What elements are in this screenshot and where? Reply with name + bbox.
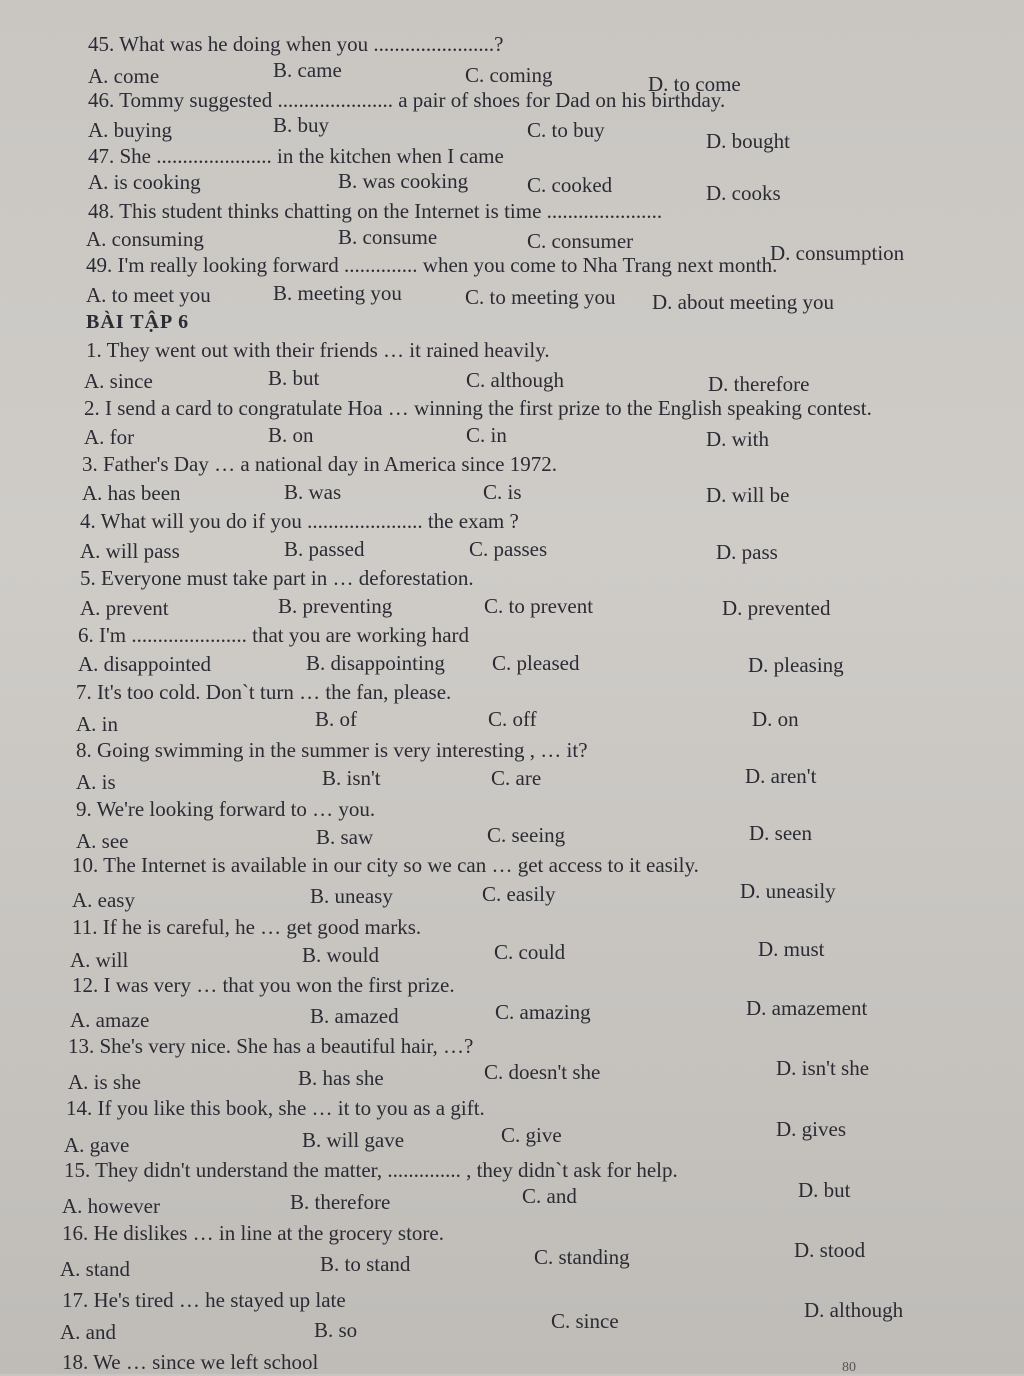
option-a: A. gave [64, 1133, 130, 1157]
option-c: C. could [494, 940, 566, 964]
question-stem: 9. We're looking forward to … you. [76, 797, 376, 821]
option-c: C. are [491, 766, 542, 790]
option-b: B. buy [273, 113, 330, 137]
option-b: B. preventing [278, 594, 393, 618]
option-d: D. to come [648, 72, 741, 96]
option-c: C. since [551, 1309, 619, 1333]
option-b: B. would [302, 943, 380, 967]
question-stem: 48. This student thinks chatting on the Internet is time ...................... [88, 199, 663, 223]
question-stem: 15. They didn't understand the matter, .............. , they didn`t ask for help. [64, 1158, 678, 1182]
option-b: B. meeting you [273, 281, 402, 305]
option-c: C. is [483, 480, 522, 504]
option-a: A. is she [68, 1070, 141, 1094]
option-a: A. see [76, 829, 129, 853]
question-stem: 18. We … since we left school [62, 1350, 319, 1374]
option-d: D. cooks [706, 181, 781, 205]
option-a: A. to meet you [86, 283, 211, 307]
option-a: A. buying [88, 118, 172, 142]
question-stem: 46. Tommy suggested ...................... a pair of shoes for Dad on his birthday. [88, 88, 726, 112]
question-stem: 16. He dislikes … in line at the grocery store. [62, 1221, 444, 1245]
option-b: B. isn't [322, 766, 381, 790]
question-stem: 2. I send a card to congratulate Hoa … winning the first prize to the English speaking contest. [84, 396, 872, 420]
option-b: B. disappointing [306, 651, 445, 675]
option-d: D. about meeting you [652, 290, 834, 314]
option-c: C. consumer [527, 229, 634, 253]
question-stem: 14. If you like this book, she … it to you as a gift. [66, 1096, 485, 1120]
option-b: B. will gave [302, 1128, 405, 1152]
option-c: C. in [466, 423, 507, 447]
option-c: C. passes [469, 537, 548, 561]
question-stem: 5. Everyone must take part in … deforestation. [80, 566, 474, 590]
option-b: B. uneasy [310, 884, 393, 908]
option-a: A. amaze [70, 1008, 150, 1032]
option-a: A. easy [72, 888, 135, 912]
question-stem: 3. Father's Day … a national day in America since 1972. [82, 452, 557, 476]
option-d: D. isn't she [776, 1056, 870, 1080]
option-c: C. give [501, 1123, 562, 1147]
option-b: B. passed [284, 537, 365, 561]
option-d: D. with [706, 427, 769, 451]
option-d: D. prevented [722, 596, 831, 620]
question-stem: 47. She ...................... in the kitchen when I came [88, 144, 504, 168]
option-c: C. although [466, 368, 564, 392]
option-c: C. coming [465, 63, 553, 87]
option-a: A. will [70, 948, 129, 972]
option-a: A. prevent [80, 596, 169, 620]
option-a: A. disappointed [78, 652, 211, 676]
option-a: A. since [84, 369, 153, 393]
option-b: B. so [314, 1318, 358, 1342]
question-stem: 10. The Internet is available in our city so we can … get access to it easily. [72, 853, 699, 877]
option-b: B. of [315, 707, 357, 731]
option-c: C. and [522, 1184, 577, 1208]
option-d: D. amazement [746, 996, 868, 1020]
option-a: A. in [76, 712, 118, 736]
option-b: B. to stand [320, 1252, 411, 1276]
option-b: B. was [284, 480, 342, 504]
option-b: B. was cooking [338, 169, 469, 193]
question-stem: 1. They went out with their friends … it rained heavily. [86, 338, 550, 362]
option-b: B. amazed [310, 1004, 399, 1028]
option-a: A. for [84, 425, 135, 449]
question-stem: 6. I'm ...................... that you are working hard [78, 623, 470, 647]
option-d: D. although [804, 1298, 904, 1322]
option-b: B. has she [298, 1066, 384, 1090]
option-c: C. off [488, 707, 537, 731]
option-b: B. on [268, 423, 314, 447]
option-a: A. stand [60, 1257, 130, 1281]
section-title: BÀI TẬP 6 [86, 311, 190, 333]
option-c: C. to prevent [484, 594, 594, 618]
option-a: A. has been [82, 481, 181, 505]
option-d: D. uneasily [740, 879, 836, 903]
option-a: A. and [60, 1320, 116, 1344]
page-number: 80 [842, 1360, 856, 1375]
option-d: D. stood [794, 1238, 866, 1262]
option-c: C. standing [534, 1245, 630, 1269]
question-stem: 4. What will you do if you ...................... the exam ? [80, 509, 519, 533]
option-b: B. consume [338, 225, 438, 249]
option-d: D. pleasing [748, 653, 844, 677]
option-b: B. came [273, 58, 342, 82]
option-a: A. is cooking [88, 170, 201, 194]
question-stem: 12. I was very … that you won the first prize. [72, 973, 455, 997]
option-a: A. will pass [80, 539, 180, 563]
option-b: B. but [268, 366, 320, 390]
option-c: C. seeing [487, 823, 566, 847]
question-stem: 17. He's tired … he stayed up late [62, 1288, 346, 1312]
option-c: C. easily [482, 882, 556, 906]
option-a: A. is [76, 770, 116, 794]
option-c: C. to meeting you [465, 285, 616, 309]
option-a: A. come [88, 64, 160, 88]
option-b: B. saw [316, 825, 374, 849]
option-c: C. pleased [492, 651, 580, 675]
question-stem: 13. She's very nice. She has a beautiful hair, …? [68, 1034, 474, 1058]
option-a: A. however [62, 1194, 160, 1218]
question-stem: 7. It's too cold. Don`t turn … the fan, please. [76, 680, 452, 704]
option-d: D. will be [706, 483, 790, 507]
option-d: D. but [798, 1178, 851, 1202]
option-d: D. bought [706, 129, 790, 153]
option-d: D. aren't [745, 764, 817, 788]
option-d: D. gives [776, 1117, 846, 1141]
option-d: D. consumption [770, 241, 905, 265]
option-a: A. consuming [86, 227, 204, 251]
option-c: C. doesn't she [484, 1060, 601, 1084]
question-stem: 8. Going swimming in the summer is very interesting , … it? [76, 738, 588, 762]
option-c: C. to buy [527, 118, 605, 142]
question-stem: 49. I'm really looking forward .............. when you come to Nha Trang next month. [86, 253, 778, 277]
option-b: B. therefore [290, 1190, 391, 1214]
option-c: C. cooked [527, 173, 613, 197]
option-c: C. amazing [495, 1000, 591, 1024]
option-d: D. therefore [708, 372, 810, 396]
option-d: D. pass [716, 540, 778, 564]
option-d: D. must [758, 937, 825, 961]
question-stem: 45. What was he doing when you .......................? [88, 32, 504, 56]
option-d: D. on [752, 707, 799, 731]
question-stem: 11. If he is careful, he … get good marks. [72, 915, 422, 939]
option-d: D. seen [749, 821, 812, 845]
